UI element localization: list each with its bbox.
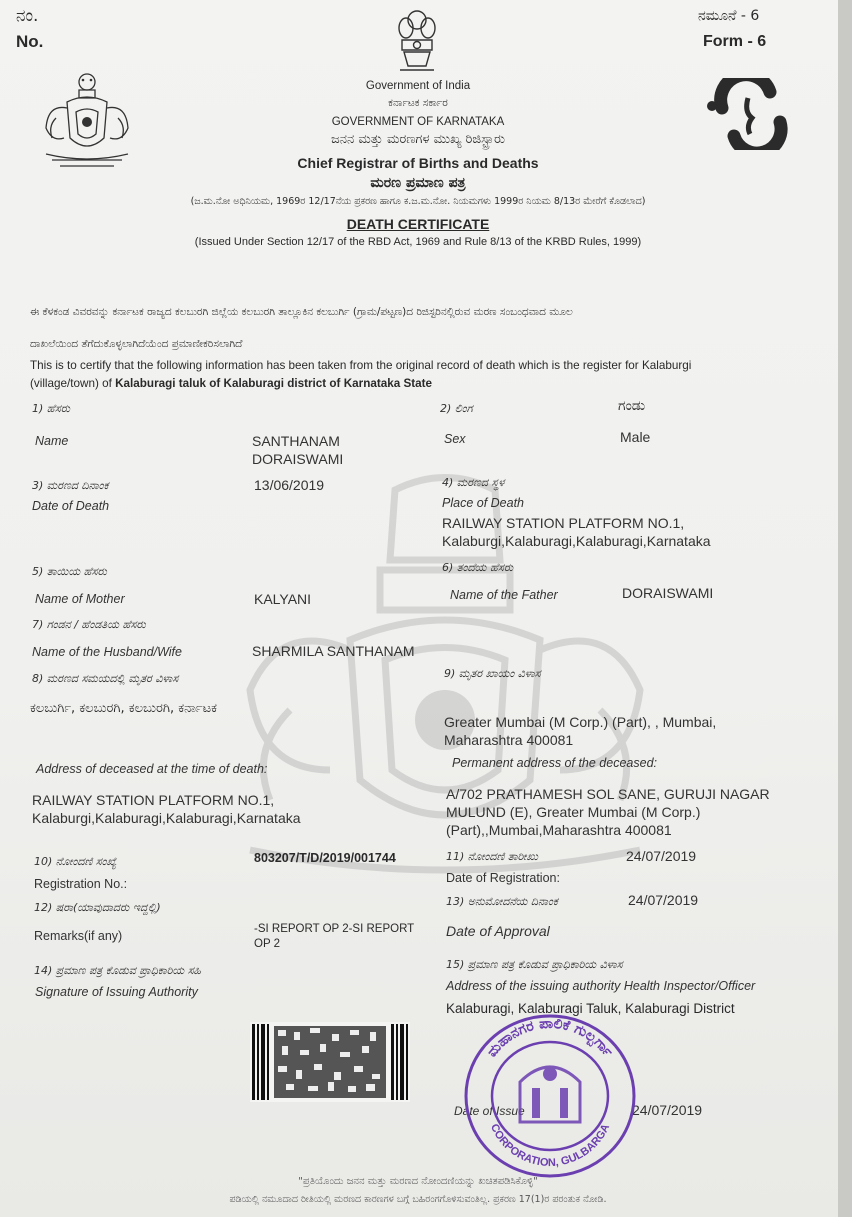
approval-value: 24/07/2019	[628, 892, 699, 908]
intro-en-line-2-prefix: (village/town) of	[30, 377, 116, 390]
corporation-seal-icon	[462, 1012, 638, 1180]
seal-ring-top: ಮಹಾನಗರ ಪಾಲಿಕೆ ಗುಲ್ಬರ್ಗಾ	[484, 1015, 616, 1061]
number-label-kn: ನಂ.	[16, 6, 39, 26]
pod-value-line-2: Kalaburgi,Kalaburagi,Kalaburagi,Karnataka	[442, 533, 711, 549]
sign-label: Signature of Issuing Authority	[35, 985, 198, 999]
reg-label: Registration No.:	[34, 877, 128, 891]
name-kn-label: 1) ಹೆಸರು	[32, 402, 71, 415]
reg-kn-label: 10) ನೋಂದಣಿ ಸಂಖ್ಯೆ	[34, 855, 117, 868]
remarks-value-line-2: OP 2	[254, 938, 280, 950]
name-label: Name	[35, 434, 69, 448]
footer-line-2: ಪಡಿಯಲ್ಲಿ ನಮೂದಾದ ರೀತಿಯಲ್ಲಿ ಮರಣದ ಕಾರಣಗಳ ಬಗ್ಗೆ ಬಹಿರಂಗಗೊಳಿಸುವಂತಿಲ್ಲ. ಪ್ರಕರಣ 17(1)ರ ಪರಂತುಕ ನೋಡಿ.	[229, 1194, 607, 1205]
intro-kn-line-1: ಈ ಕೆಳಕಂಡ ವಿವರವನ್ನು ಕರ್ನಾಟಕ ರಾಜ್ಯದ ಕಲಬುರಗಿ ಜಿಲ್ಲೆಯ ಕಲಬುರಗಿ ತಾಲ್ಲೂಕಿನ ಕಲಬುರ್ಗಿ (ಗ್ರಾಮ/ಪಟ್ಟಣ)ದ ರಿಜಿಸ್ಟರಿನಲ್ಲಿರುವ ಮರಣ ಸಂಬಂಧವಾದ ಮೂಲ	[30, 306, 573, 318]
sign-kn-label: 14) ಪ್ರಮಾಣ ಪತ್ರ ಕೊಡುವ ಪ್ರಾಧಿಕಾರಿಯ ಸಹಿ	[34, 964, 202, 977]
registrar-kn: ಜನನ ಮತ್ತು ಮರಣಗಳ ಮುಖ್ಯ ರಿಜಿಸ್ಟ್ರಾರು	[331, 132, 505, 147]
pod-value-line-1: RAILWAY STATION PLATFORM NO.1,	[442, 515, 685, 531]
perm-value-line-3: (Part),,Mumbai,Maharashtra 400081	[446, 822, 672, 838]
remarks-value-line-1: -SI REPORT OP 2-SI REPORT	[254, 923, 415, 935]
father-value: DORAISWAMI	[622, 585, 714, 601]
sex-kn-label: 2) ಲಿಂಗ	[440, 402, 473, 415]
act-en: (Issued Under Section 12/17 of the RBD Act, 1969 and Rule 8/13 of the KRBD Rules, 1999)	[194, 236, 642, 248]
issue-value: 24/07/2019	[632, 1102, 703, 1118]
addr-time-kn-value: ಕಲಬುರ್ಗಿ, ಕಲಬುರಗಿ, ಕಲಬುರಗಿ, ಕರ್ನಾಟಕ	[30, 701, 217, 716]
addr-time-label: Address of deceased at the time of death:	[36, 762, 268, 776]
mother-label: Name of Mother	[35, 592, 125, 606]
authaddr-value: Kalaburagi, Kalaburagi Taluk, Kalaburagi District	[446, 1001, 735, 1016]
intro-en-line-1: This is to certify that the following information has been taken from the original record of death which is the register for Kalaburgi	[30, 359, 692, 372]
karnataka-emblem-icon	[34, 68, 140, 172]
husband-label: Name of the Husband/Wife	[32, 645, 182, 659]
father-label: Name of the Father	[450, 588, 558, 602]
perm-kn-label: 9) ಮೃತರ ಖಾಯಂ ವಿಳಾಸ	[444, 667, 541, 680]
page-edge	[838, 0, 852, 1217]
perm-value-line-1: A/702 PRATHAMESH SOL SANE, GURUJI NAGAR	[446, 786, 770, 802]
svg-text:ಮಹಾನಗರ ಪಾಲಿಕೆ ಗುಲ್ಬರ್ಗಾ	[484, 1016, 616, 1061]
intro-kn-line-2: ದಾಖಲೆಯಿಂದ ತೆಗೆದುಕೊಳ್ಳಲಾಗಿದೆಯೆಂದ ಪ್ರಮಾಣೀಕರಿಸಲಾಗಿದೆ	[30, 338, 243, 350]
regdate-kn-label: 11) ನೋಂದಣಿ ತಾರೀಖು	[446, 850, 538, 863]
barcode-icon	[250, 1022, 410, 1102]
gov-karnataka-label: GOVERNMENT OF KARNATAKA	[331, 116, 505, 128]
dod-kn-label: 3) ಮರಣದ ದಿನಾಂಕ	[32, 479, 109, 492]
regdate-label: Date of Registration:	[446, 871, 560, 885]
addr-time-kn-label: 8) ಮರಣದ ಸಮಯದಲ್ಲಿ ಮೃತರ ವಿಳಾಸ	[32, 672, 179, 685]
seal-ring-bottom: CORPORATION, GULBARGA	[487, 1122, 613, 1170]
registrar-title: Chief Registrar of Births and Deaths	[297, 155, 539, 171]
sex-label: Sex	[444, 432, 466, 446]
sex-kn-value: ಗಂಡು	[618, 398, 646, 414]
perm-label: Permanent address of the deceased:	[452, 756, 657, 770]
ashoka-emblem-icon	[392, 6, 442, 78]
pod-label: Place of Death	[442, 496, 524, 510]
sex-value: Male	[620, 429, 651, 445]
form-label: Form - 6	[703, 33, 767, 50]
dod-label: Date of Death	[32, 499, 110, 513]
remarks-label: Remarks(if any)	[34, 929, 123, 943]
remarks-kn-label: 12) ಷರಾ(ಯಾವುದಾದರು ಇದ್ದಲ್ಲಿ)	[34, 901, 161, 914]
perm-value-line-2: MULUND (E), Greater Mumbai (M Corp.)	[446, 804, 701, 820]
approval-kn-label: 13) ಅನುಮೋದನೆಯ ದಿನಾಂಕ	[446, 895, 558, 908]
certificate-kn: ಮರಣ ಪ್ರಮಾಣ ಪತ್ರ	[370, 175, 466, 191]
mother-kn-label: 5) ತಾಯಿಯ ಹೆಸರು	[32, 565, 107, 578]
gov-karnataka-kn: ಕರ್ನಾಟಕ ಸರ್ಕಾರ	[388, 97, 448, 109]
intro-en-line-2	[30, 377, 432, 390]
number-label: No.	[16, 32, 44, 51]
authaddr-label: Address of the issuing authority Health Inspector/Officer	[446, 979, 756, 993]
father-kn-label: 6) ತಂದೆಯ ಹೆಸರು	[442, 561, 514, 574]
addr-time-value-line-1: RAILWAY STATION PLATFORM NO.1,	[32, 792, 275, 808]
gov-india-label: Government of India	[365, 80, 471, 92]
approval-label: Date of Approval	[446, 923, 550, 939]
department-logo-icon	[700, 78, 794, 150]
dod-value: 13/06/2019	[254, 477, 325, 493]
addr-time-value-line-2: Kalaburgi,Kalaburagi,Kalaburagi,Karnataka	[32, 810, 301, 826]
perm-top-line-1: Greater Mumbai (M Corp.) (Part), , Mumbai,	[444, 714, 717, 730]
husband-kn-label: 7) ಗಂಡನ / ಹೆಂಡತಿಯ ಹೆಸರು	[32, 618, 146, 631]
footer-line-1: "ಪ್ರತಿಯೊಂದು ಜನನ ಮತ್ತು ಮರಣದ ನೋಂದಣಿಯನ್ನು ಖಚಿತಪಡಿಸಿಕೊಳ್ಳಿ"	[298, 1176, 538, 1187]
perm-top-line-2: Maharashtra 400081	[444, 732, 574, 748]
mother-value: KALYANI	[254, 591, 312, 607]
intro-en-line-2-bold: Kalaburagi taluk of Kalaburagi district of Karnataka State	[115, 377, 433, 390]
act-kn: (ಜ.ಮ.ನೋ ಅಧಿನಿಯಮ, 1969ರ 12/17ನೆಯ ಪ್ರಕರಣ ಹಾಗೂ ಕ.ಜ.ಮ.ನೋ. ನಿಯಮಗಳು 1999ರ ನಿಯಮ 8/13ರ ಮೇರೆಗೆ ಕೊಡಲಾದ)	[190, 196, 646, 207]
name-value-line-1: SANTHANAM	[252, 433, 340, 449]
pod-kn-label: 4) ಮರಣದ ಸ್ಥಳ	[442, 476, 505, 489]
form-label-kn: ನಮೂನೆ - 6	[698, 8, 760, 24]
svg-text:CORPORATION, GULBARGA	[488, 1122, 612, 1169]
name-value-line-2: DORAISWAMI	[252, 451, 344, 467]
issue-label: Date of Issue	[454, 1104, 525, 1118]
regdate-value: 24/07/2019	[626, 848, 697, 864]
husband-value: SHARMILA SANTHANAM	[252, 643, 415, 659]
authaddr-kn-label: 15) ಪ್ರಮಾಣ ಪತ್ರ ಕೊಡುವ ಪ್ರಾಧಿಕಾರಿಯ ವಿಳಾಸ	[446, 958, 623, 971]
reg-value: 803207/T/D/2019/001744	[254, 851, 396, 865]
certificate-title: DEATH CERTIFICATE	[346, 216, 490, 232]
